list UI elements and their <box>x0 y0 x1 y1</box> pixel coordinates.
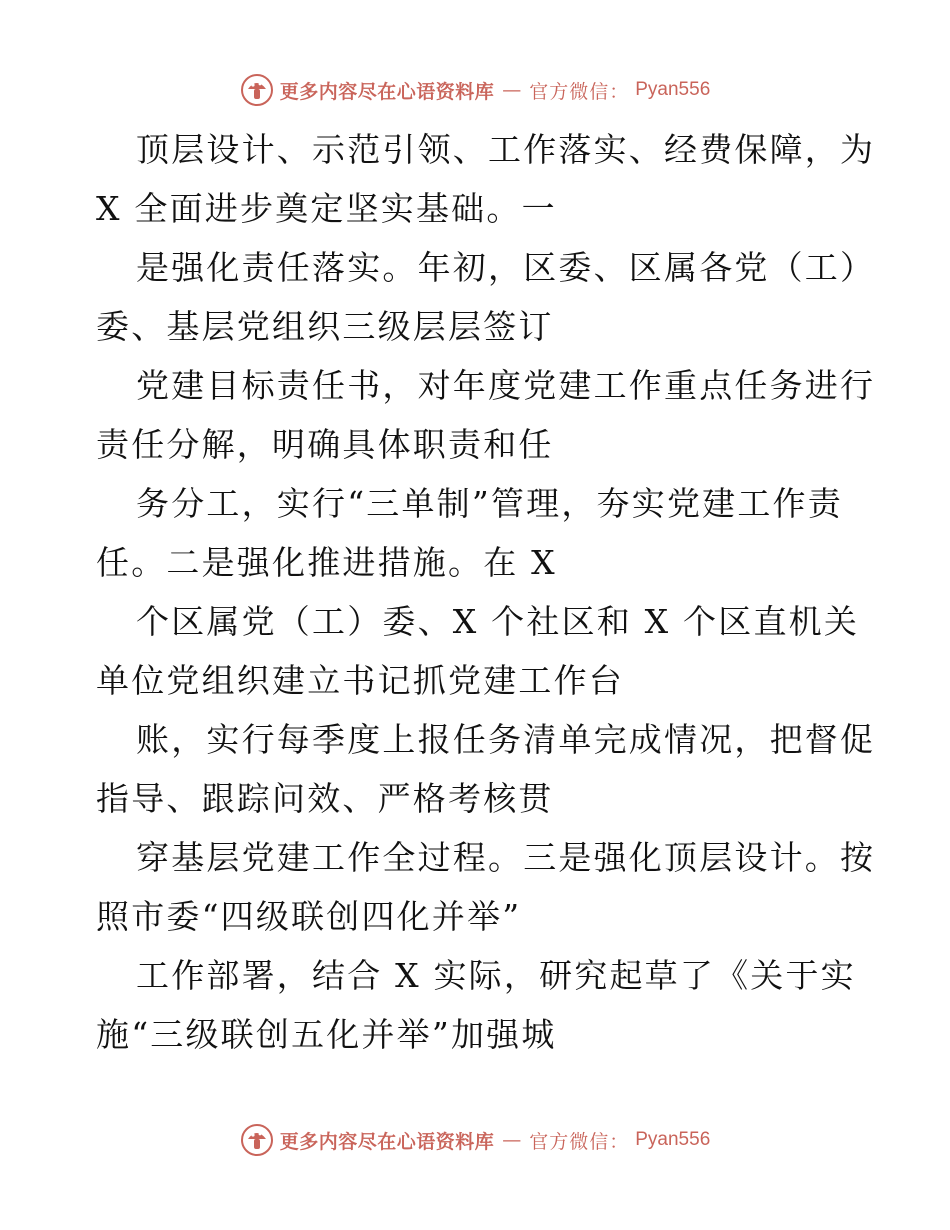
body-line: 委、基层党组织三级层层签订 <box>96 307 554 346</box>
body-line: 穿基层党建工作全过程。三是强化顶层设计。按 <box>136 838 876 877</box>
document-body <box>96 120 876 1064</box>
body-line: X 全面进步奠定坚实基础。一 <box>96 189 557 228</box>
body-line: 顶层设计、示范引领、工作落实、经费保障，为 <box>136 130 876 169</box>
body-line: 指导、跟踪问效、严格考核贯 <box>96 779 554 818</box>
footer-watermark <box>0 1122 950 1158</box>
body-line: 任。二是强化推进措施。在 X <box>96 543 557 582</box>
watermark-id: Pyan556 <box>635 79 711 100</box>
watermark-dash: — <box>502 79 522 101</box>
watermark-label: 官方微信： <box>529 80 630 103</box>
watermark-text: 更多内容尽在心语资料库 <box>279 80 495 103</box>
body-line: 施“三级联创五化并举”加强城 <box>96 1015 557 1054</box>
body-line: 账，实行每季度上报任务清单完成情况，把督促 <box>136 720 876 759</box>
mushroom-logo-icon <box>240 73 274 107</box>
body-line: 是强化责任落实。年初，区委、区属各党（工） <box>136 248 876 287</box>
body-line: 务分工，实行“三单制”管理，夯实党建工作责 <box>136 484 843 523</box>
body-line: 单位党组织建立书记抓党建工作台 <box>96 661 624 700</box>
watermark-id: Pyan556 <box>635 1129 711 1150</box>
body-line: 党建目标责任书，对年度党建工作重点任务进行 <box>136 366 876 405</box>
body-line: 照市委“四级联创四化并举” <box>96 897 522 936</box>
watermark-dash: — <box>502 1129 522 1151</box>
body-line: 责任分解，明确具体职责和任 <box>96 425 554 464</box>
body-line: 工作部署，结合 X 实际，研究起草了《关于实 <box>136 956 856 995</box>
header-watermark <box>0 72 950 108</box>
mushroom-logo-icon <box>240 1123 274 1157</box>
body-line: 个区属党（工）委、X 个社区和 X 个区直机关 <box>136 602 860 641</box>
watermark-label: 官方微信： <box>529 1130 630 1153</box>
watermark-text: 更多内容尽在心语资料库 <box>279 1130 495 1153</box>
